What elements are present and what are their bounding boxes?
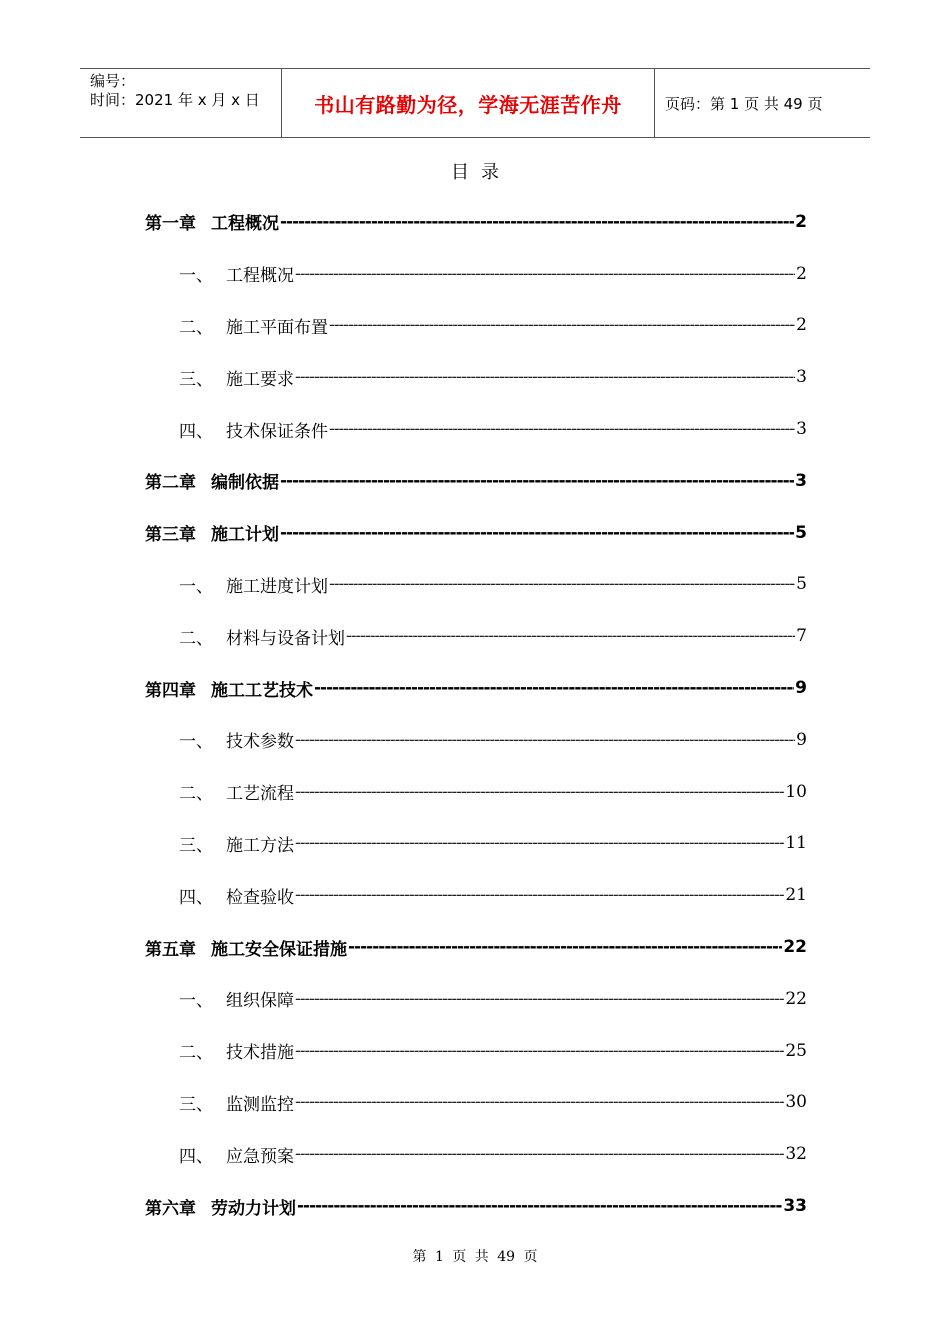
toc-leader-dashes (314, 678, 794, 698)
toc-entry-title: 施工进度计划 (226, 576, 328, 597)
toc-entry-number: 第五章 (145, 939, 196, 960)
toc-leader-dashes (295, 730, 795, 750)
time-label: 时间：2021 年 x 月 x 日 (90, 91, 260, 109)
toc-entry-title: 工程概况 (211, 214, 279, 235)
toc-entry-page-number: 11 (785, 833, 807, 854)
toc-section-entry[interactable] (145, 818, 807, 870)
toc-entry-title: 工程概况 (226, 266, 294, 287)
toc-entry-number: 第二章 (145, 473, 196, 494)
toc-entry-number: 一、 (179, 991, 213, 1012)
toc-leader-dashes (295, 833, 784, 853)
toc-entry-title: 技术参数 (226, 732, 294, 753)
toc-leader-dashes (348, 937, 782, 957)
number-label: 编号： (90, 72, 136, 90)
toc-entry-title: 施工工艺技术 (211, 680, 313, 701)
toc-entry-page-number: 22 (783, 937, 807, 958)
toc-leader-dashes (280, 523, 794, 543)
toc-leader-dashes (295, 782, 784, 802)
toc-leader-dashes (297, 1196, 782, 1216)
toc-entry-page-number: 5 (796, 574, 807, 595)
toc-entry-number: 三、 (179, 835, 213, 856)
toc-leader-dashes (295, 1041, 784, 1061)
toc-section-entry[interactable] (145, 351, 807, 403)
toc-section-entry[interactable] (145, 559, 807, 611)
toc-entry-title: 劳动力计划 (211, 1198, 296, 1219)
toc-entry-page-number: 22 (785, 988, 807, 1009)
toc-entry-number: 四、 (179, 887, 213, 908)
toc-entry-number: 第四章 (145, 680, 196, 701)
toc-entry-page-number: 5 (795, 522, 807, 543)
toc-entry-number: 二、 (179, 628, 213, 649)
toc-entry-page-number: 32 (785, 1144, 807, 1165)
toc-entry-title: 技术措施 (226, 1043, 294, 1064)
toc-entry-number: 第一章 (145, 214, 196, 235)
toc-entry-title: 施工方法 (226, 835, 294, 856)
toc-entry-page-number: 10 (785, 781, 807, 802)
toc-chapter-entry[interactable] (145, 1180, 807, 1232)
toc-entry-number: 一、 (179, 576, 213, 597)
toc-leader-dashes (329, 419, 795, 439)
toc-entry-number: 三、 (179, 369, 213, 390)
toc-leader-dashes (295, 989, 784, 1009)
toc-leader-dashes (295, 367, 795, 387)
toc-entry-title: 施工平面布置 (226, 317, 328, 338)
toc-leader-dashes (295, 1092, 784, 1112)
toc-entry-title: 施工计划 (211, 525, 279, 546)
toc-section-entry[interactable] (145, 403, 807, 455)
toc-entry-number: 四、 (179, 1146, 213, 1167)
toc-leader-dashes (295, 264, 795, 284)
toc-entry-number: 二、 (179, 784, 213, 805)
toc-entry-title: 应急预案 (226, 1146, 294, 1167)
toc-chapter-entry[interactable] (145, 662, 807, 714)
toc-entry-title: 编制依据 (211, 473, 279, 494)
toc-entry-title: 技术保证条件 (226, 421, 328, 442)
page-header (80, 68, 870, 138)
toc-entry-title: 工艺流程 (226, 784, 294, 805)
toc-section-entry[interactable] (145, 973, 807, 1025)
motto: 书山有路勤为径，学海无涯苦作舟 (281, 69, 655, 137)
toc-leader-dashes (346, 626, 795, 646)
toc-chapter-entry[interactable] (145, 507, 807, 559)
toc-leader-dashes (280, 212, 794, 232)
toc-entry-page-number: 3 (796, 367, 807, 388)
toc-section-entry[interactable] (145, 766, 807, 818)
toc-entry-title: 施工安全保证措施 (211, 939, 347, 960)
toc-entry-page-number: 25 (785, 1040, 807, 1061)
toc-entry-number: 第六章 (145, 1198, 196, 1219)
toc-entry-page-number: 7 (796, 626, 807, 647)
table-of-contents (145, 196, 807, 1232)
toc-leader-dashes (280, 471, 794, 491)
toc-section-entry[interactable] (145, 869, 807, 921)
toc-entry-page-number: 33 (783, 1196, 807, 1217)
toc-entry-title: 组织保障 (226, 991, 294, 1012)
toc-entry-page-number: 9 (796, 729, 807, 750)
toc-entry-page-number: 3 (795, 470, 807, 491)
toc-title: 目录 (451, 162, 511, 183)
toc-entry-number: 一、 (179, 266, 213, 287)
toc-entry-number: 四、 (179, 421, 213, 442)
toc-section-entry[interactable] (145, 1077, 807, 1129)
toc-entry-page-number: 9 (795, 678, 807, 699)
header-meta (80, 69, 281, 137)
page-indicator: 页码：第 1 页 共 49 页 (665, 94, 823, 113)
toc-leader-dashes (295, 1144, 784, 1164)
toc-entry-title: 施工要求 (226, 369, 294, 390)
toc-chapter-entry[interactable] (145, 921, 807, 973)
toc-entry-title: 监测监控 (226, 1094, 294, 1115)
toc-entry-title: 材料与设备计划 (226, 628, 345, 649)
toc-entry-number: 三、 (179, 1094, 213, 1115)
page-footer: 第 1 页 共 49 页 (412, 1249, 538, 1265)
toc-entry-page-number: 2 (796, 263, 807, 284)
toc-entry-title: 检查验收 (226, 887, 294, 908)
toc-chapter-entry[interactable] (145, 196, 807, 248)
toc-entry-page-number: 30 (785, 1092, 807, 1113)
toc-entry-page-number: 21 (785, 885, 807, 906)
toc-section-entry[interactable] (145, 1128, 807, 1180)
toc-entry-number: 二、 (179, 317, 213, 338)
toc-entry-page-number: 3 (796, 419, 807, 440)
toc-section-entry[interactable] (145, 248, 807, 300)
toc-entry-page-number: 2 (796, 315, 807, 336)
toc-entry-number: 二、 (179, 1043, 213, 1064)
toc-leader-dashes (329, 315, 795, 335)
toc-section-entry[interactable] (145, 300, 807, 352)
toc-leader-dashes (329, 574, 795, 594)
toc-entry-number: 一、 (179, 732, 213, 753)
toc-chapter-entry[interactable] (145, 455, 807, 507)
toc-section-entry[interactable] (145, 610, 807, 662)
toc-entry-number: 第三章 (145, 525, 196, 546)
toc-section-entry[interactable] (145, 714, 807, 766)
toc-section-entry[interactable] (145, 1025, 807, 1077)
toc-entry-page-number: 2 (795, 211, 807, 232)
toc-leader-dashes (295, 885, 784, 905)
